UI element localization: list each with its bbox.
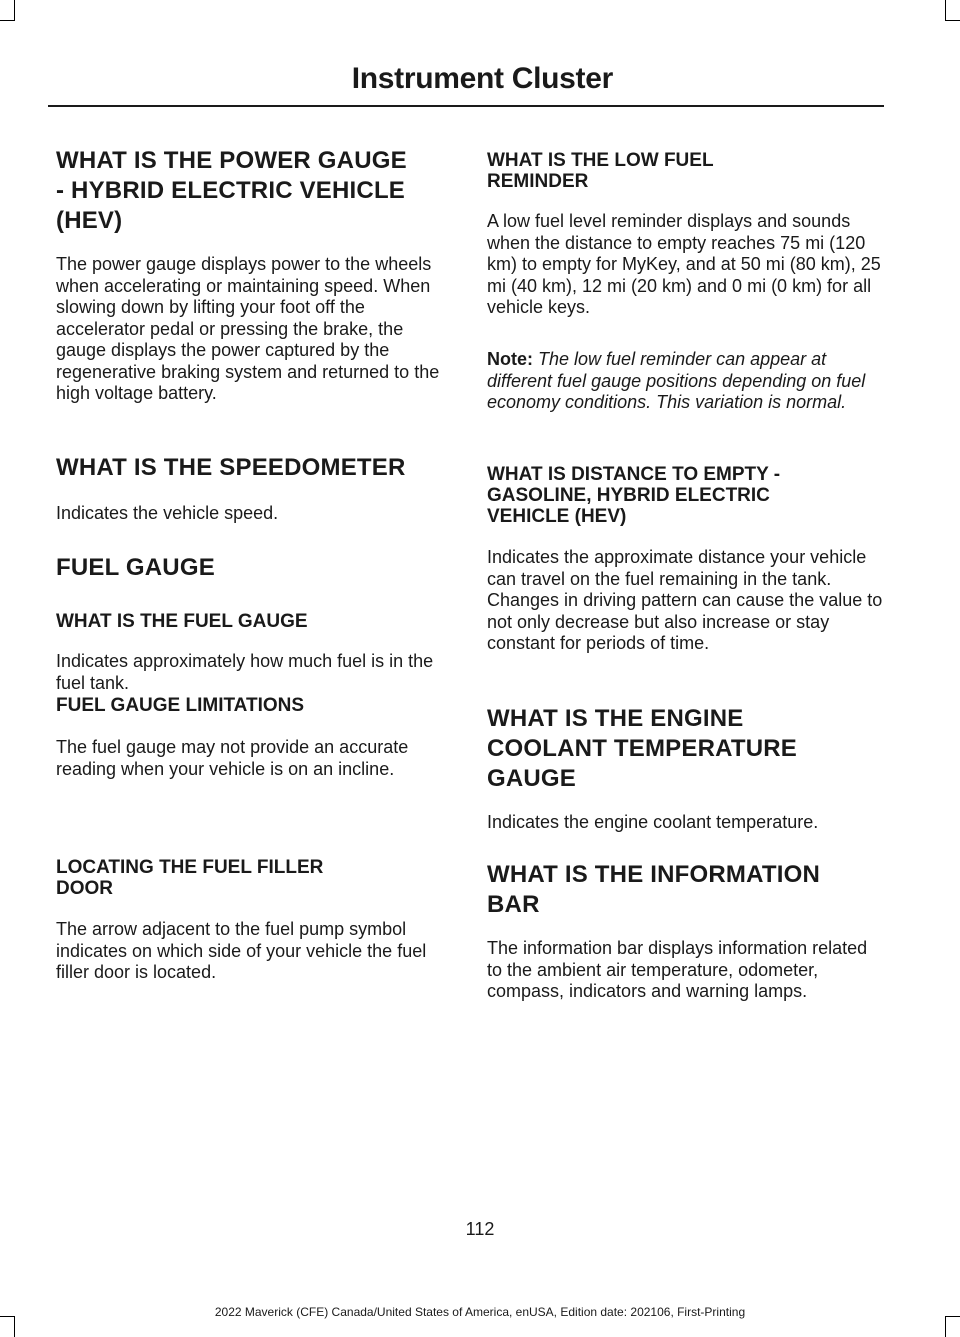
crop-mark xyxy=(14,0,15,20)
note-text: The low fuel reminder can appear at different fuel gauge positions depending on fuel economy conditions. This variation is normal. xyxy=(487,349,866,412)
edition-footer: 2022 Maverick (CFE) Canada/United States of America, enUSA, Edition date: 202106, First-Printing xyxy=(214,1305,746,1319)
low-fuel-body: A low fuel level reminder displays and sounds when the distance to empty reaches 75 mi (120 km) to empty for MyKey, and at 50 mi (80 km), 25 mi (40 km), 12 mi (20 km) and 0 mi (0 km) for all vehicle keys. xyxy=(487,211,881,317)
dte-body: Indicates the approximate distance your vehicle can travel on the fuel remaining in the tank. Changes in driving pattern can cause the value to not only decrease but also increase or stay constant for periods of time. xyxy=(487,547,883,653)
heading-line: COOLANT TEMPERATURE xyxy=(487,735,798,762)
heading-line: GASOLINE, HYBRID ELECTRIC xyxy=(487,485,770,506)
section-title: Instrument Cluster xyxy=(351,62,613,95)
power-gauge-body: The power gauge displays power to the wheels when accelerating or maintaining speed. When slowing down by lifting your foot off the accelerator pedal or pressing the brake, the gauge displays the power captured by the regenerative braking system and returned to the high voltage battery. xyxy=(56,254,440,403)
heading-line: BAR xyxy=(487,891,540,918)
coolant-body: Indicates the engine coolant temperature. xyxy=(487,812,819,832)
dte-heading xyxy=(487,464,884,527)
low-fuel-heading xyxy=(487,150,884,192)
what-fuel-gauge-body: Indicates approximately how much fuel is in the fuel tank. xyxy=(56,651,434,693)
crop-mark xyxy=(945,1316,946,1337)
heading-line: WHAT IS DISTANCE TO EMPTY - xyxy=(487,464,781,485)
heading-line: DOOR xyxy=(56,878,113,899)
heading-line: (HEV) xyxy=(56,207,123,234)
heading-line: - HYBRID ELECTRIC VEHICLE xyxy=(56,177,406,204)
filler-heading xyxy=(56,857,446,899)
note xyxy=(487,349,884,414)
heading-line: GAUGE xyxy=(487,765,577,792)
info-bar-body: The information bar displays information related to the ambient air temperature, odometer, compass, indicators and warning lamps. xyxy=(487,938,868,1001)
power-gauge-heading xyxy=(56,146,446,236)
header-rule xyxy=(48,105,884,107)
note-label: Note: xyxy=(487,349,533,369)
speedometer-body: Indicates the vehicle speed. xyxy=(56,503,279,523)
crop-mark xyxy=(945,20,960,21)
what-fuel-gauge-heading: WHAT IS THE FUEL GAUGE xyxy=(56,611,308,632)
heading-line: WHAT IS THE ENGINE xyxy=(487,705,744,732)
page-number: 112 xyxy=(465,1219,495,1239)
info-bar-heading xyxy=(487,860,884,920)
fuel-gauge-heading: FUEL GAUGE xyxy=(56,554,215,581)
crop-mark xyxy=(945,0,946,20)
heading-line: REMINDER xyxy=(487,171,589,192)
heading-line: WHAT IS THE INFORMATION xyxy=(487,861,821,888)
heading-line: WHAT IS THE LOW FUEL xyxy=(487,150,714,171)
heading-line: WHAT IS THE POWER GAUGE xyxy=(56,147,407,174)
limitations-body: The fuel gauge may not provide an accurate reading when your vehicle is on an incline. xyxy=(56,737,409,779)
crop-mark xyxy=(0,20,15,21)
filler-body: The arrow adjacent to the fuel pump symbol indicates on which side of your vehicle the fuel filler door is located. xyxy=(56,919,427,982)
limitations-heading: FUEL GAUGE LIMITATIONS xyxy=(56,695,305,716)
coolant-heading xyxy=(487,704,884,794)
heading-line: LOCATING THE FUEL FILLER xyxy=(56,857,324,878)
heading-line: VEHICLE (HEV) xyxy=(487,506,627,527)
speedometer-heading: WHAT IS THE SPEEDOMETER xyxy=(56,454,406,481)
crop-mark xyxy=(14,1316,15,1337)
